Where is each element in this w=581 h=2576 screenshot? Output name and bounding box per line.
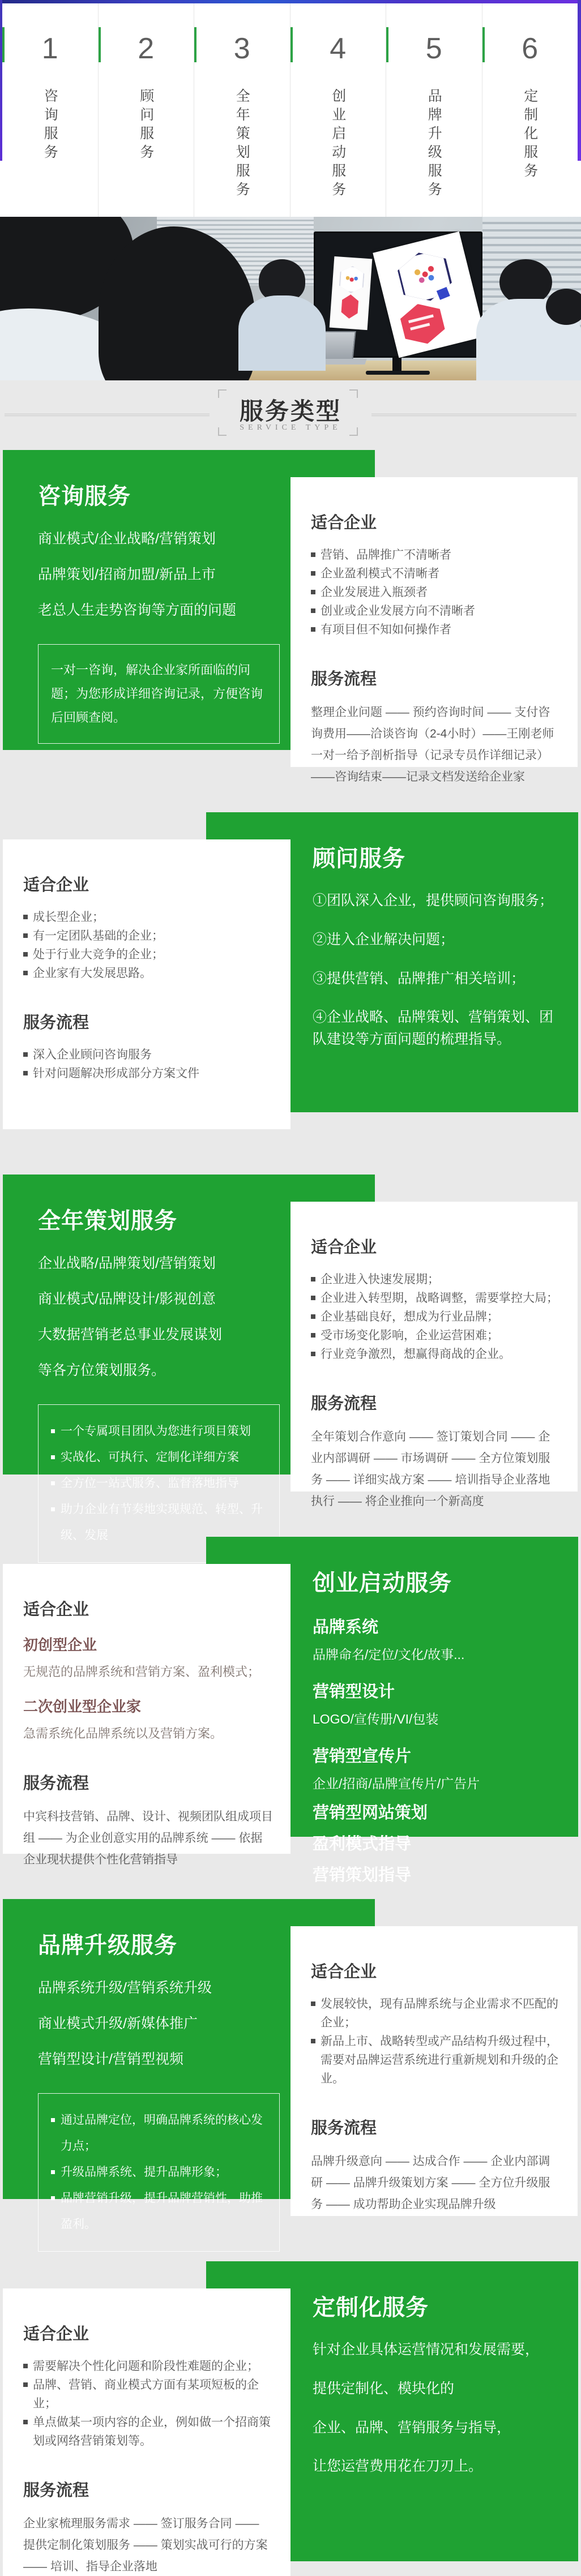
square-bullet-icon — [51, 1507, 55, 1511]
card-bullet-text: 品牌、营销、商业模式方面有某项短板的企业； — [33, 2378, 259, 2410]
square-bullet-icon — [311, 1352, 315, 1356]
header-right-border — [578, 0, 581, 161]
service-tab-2[interactable] — [99, 3, 195, 217]
card-bullet-item — [23, 927, 274, 945]
card-bullet-text: 单点做某一项内容的企业，例如做一个招商策划或网络营销策划等。 — [33, 2416, 271, 2448]
square-bullet-icon — [311, 608, 315, 613]
service-section-customized — [0, 2261, 581, 2576]
green-note-bullet — [51, 1445, 267, 1471]
white-card-content — [290, 1926, 578, 2215]
green-panel-line: 品牌策划/招商加盟/新品上市 — [38, 567, 216, 582]
service-tab-3[interactable] — [194, 3, 290, 217]
square-bullet-icon — [23, 971, 28, 975]
green-note-bullet-text: 全方位一站式服务、监督落地指导 — [61, 1477, 239, 1490]
card-bullet-item — [311, 583, 561, 602]
green-note-bullet — [51, 2107, 267, 2159]
card-heading: 服务流程 — [23, 2481, 89, 2500]
card-bullet-item — [311, 602, 561, 620]
card-bullet-text: 企业家有大发展思路。 — [33, 967, 152, 980]
white-card-brand-upgrade — [290, 1926, 578, 2216]
service-tab-number: 4 — [330, 32, 347, 65]
card-bullet-item — [23, 945, 274, 964]
service-tabs — [2, 3, 578, 217]
card-bullet-item — [23, 1064, 274, 1083]
card-heading: 适合企业 — [23, 876, 89, 894]
white-card-startup — [3, 1564, 290, 1866]
service-tab-4[interactable] — [290, 3, 387, 217]
photo-red-ribbon-large — [398, 299, 448, 349]
card-heading: 服务流程 — [23, 1014, 89, 1032]
card-bullet-list — [23, 1045, 274, 1083]
card-subheading: 初创型企业 — [23, 1636, 97, 1653]
card-bullet-text: 发展较快，现有品牌系统与企业需求不匹配的企业； — [321, 1998, 558, 2029]
green-note-bullet — [51, 1471, 267, 1497]
card-bullet-text: 深入企业顾问咨询服务 — [33, 1048, 152, 1061]
card-heading: 适合企业 — [311, 1963, 377, 1981]
green-panel-subheading: 营销型宣传片 — [313, 1747, 412, 1765]
card-bullet-item — [23, 2376, 274, 2413]
green-panel-subheading: 盈利模式指导 — [313, 1835, 412, 1853]
green-panel-title: 咨询服务 — [38, 484, 131, 509]
green-note-bullet-text: 一个专属项目团队为您进行项目策划 — [61, 1425, 251, 1438]
green-tick-icon — [99, 27, 101, 62]
card-flow-paragraph: 企业家梳理服务需求 —— 签订服务合同 —— 提供定制化策划服务 —— 策划实战可行的方案—— 培训、指导企业落地 — [23, 2517, 268, 2573]
square-bullet-icon — [23, 933, 28, 938]
service-tab-label: 创业启动服务 — [330, 88, 346, 200]
card-subtext: 无规范的品牌系统和营销方案、盈利模式； — [23, 1665, 260, 1679]
service-tab-6[interactable] — [482, 3, 578, 217]
green-panel-line: 商业模式/品牌设计/影视创意 — [38, 1291, 216, 1307]
green-panel-line: 商业模式升级/新媒体推广 — [38, 2016, 198, 2031]
service-tab-number: 5 — [425, 32, 442, 65]
square-bullet-icon — [311, 627, 315, 632]
card-heading: 适合企业 — [23, 2325, 89, 2343]
green-panel-line: ④企业战略、品牌策划、营销策划、团队建设等方面问题的梳理指导。 — [313, 1009, 554, 1047]
card-bullet-item — [311, 2032, 561, 2088]
white-card-content — [3, 1564, 290, 1871]
services-header — [0, 0, 581, 217]
square-bullet-icon — [23, 2420, 28, 2424]
green-panel-title: 品牌升级服务 — [38, 1933, 177, 1958]
card-bullet-text: 企业盈利模式不清晰者 — [321, 567, 439, 580]
service-tab-label: 咨询服务 — [42, 88, 58, 163]
card-bullet-item — [311, 564, 561, 583]
section-title-band — [0, 380, 581, 450]
card-bullet-list — [23, 908, 274, 983]
card-bullet-item — [311, 1289, 561, 1308]
square-bullet-icon — [51, 2196, 55, 2200]
card-bullet-item — [23, 908, 274, 927]
white-card-content — [3, 839, 290, 1083]
white-card-consulting — [290, 477, 578, 783]
green-note-bullet — [51, 2159, 267, 2185]
service-section-brand-upgrade — [0, 1899, 581, 2231]
square-bullet-icon — [23, 1052, 28, 1057]
photo-red-ribbon-small — [341, 294, 359, 320]
service-tab-label: 顾问服务 — [138, 88, 154, 163]
green-note-bullet-text: 通过品牌定位，明确品牌系统的核心发力点； — [61, 2114, 263, 2153]
card-flow-paragraph: 全年策划合作意向 —— 签订策划合同 —— 企业内部调研 —— 市场调研 —— 全方位策划服务 —— 详细实战方案 —— 培训指导企业落地执行 —— 将企业推向一个新高度 — [311, 1430, 550, 1508]
square-bullet-icon — [311, 571, 315, 576]
photo-tv-stand-foot — [366, 371, 430, 375]
green-note-box — [38, 2093, 280, 2252]
green-note-bullet-text: 品牌营销升级，提升品牌营销性，助推盈利。 — [61, 2192, 263, 2231]
card-heading: 适合企业 — [311, 514, 377, 532]
page-title: 服务类型 — [239, 398, 341, 425]
card-bullet-text: 有一定团队基础的企业； — [33, 929, 164, 942]
photo-person-4-head — [499, 259, 552, 305]
card-bullet-list — [311, 1270, 561, 1364]
service-section-consulting — [0, 450, 581, 783]
square-bullet-icon — [23, 1071, 28, 1075]
service-tab-number: 6 — [522, 32, 539, 65]
green-panel-line: 大数据营销老总事业发展谋划 — [38, 1327, 223, 1343]
green-panel-line: 等各方位策划服务。 — [38, 1362, 166, 1378]
card-bullet-item — [23, 2357, 274, 2376]
green-note-bullet-text: 助力企业有节奏地实现规范、转型、升级、发展 — [61, 1503, 263, 1542]
service-section-annual-planning — [0, 1175, 581, 1542]
green-tick-icon — [482, 27, 485, 62]
photo-hexagon-small — [339, 265, 365, 294]
card-bullet-text: 企业进入快速发展期； — [321, 1273, 439, 1286]
green-note-bullet-text: 实战化、可执行、定制化详细方案 — [61, 1451, 239, 1464]
green-panel-title: 全年策划服务 — [38, 1208, 177, 1233]
card-heading: 适合企业 — [311, 1238, 377, 1257]
green-note-bullet — [51, 1418, 267, 1445]
green-panel-line: 老总人生走势咨询等方面的问题 — [38, 602, 237, 618]
square-bullet-icon — [311, 1296, 315, 1300]
card-bullet-item — [311, 1308, 561, 1326]
square-bullet-icon — [51, 1455, 55, 1459]
service-tab-number: 1 — [41, 32, 58, 65]
green-panel-line: ①团队深入企业，提供顾问咨询服务； — [313, 893, 554, 908]
service-sections — [0, 450, 581, 2576]
card-bullet-text: 营销、品牌推广不清晰者 — [321, 548, 451, 562]
card-bullet-item — [23, 1045, 274, 1064]
green-panel-line: 品牌系统升级/营销系统升级 — [38, 1980, 212, 1996]
card-bullet-text: 企业发展进入瓶颈者 — [321, 586, 428, 599]
card-bullet-text: 有项目但不知如何操作者 — [321, 623, 451, 636]
card-bullet-item — [311, 546, 561, 564]
card-flow-paragraph: 中宾科技营销、品牌、设计、视频团队组成项目组 —— 为企业创意实用的品牌系统 —— 依据企业现状提供个性化营销指导 — [23, 1810, 273, 1866]
card-heading: 服务流程 — [311, 2119, 377, 2137]
card-bullet-item — [23, 964, 274, 983]
green-panel-line: 让您运营费用花在刀刃上。 — [313, 2458, 483, 2475]
service-section-advisor — [0, 812, 581, 1129]
green-panel-subline: LOGO/宣传册/VI/包装 — [313, 1712, 439, 1726]
card-subheading: 二次创业型企业家 — [23, 1698, 142, 1715]
green-panel-subheading: 营销型设计 — [313, 1683, 395, 1701]
service-tab-5[interactable] — [386, 3, 482, 217]
green-panel-subheading: 营销策划指导 — [313, 1866, 412, 1884]
green-tick-icon — [2, 27, 5, 62]
photo-person-5-head — [546, 289, 581, 325]
card-bullet-text: 行业竞争激烈，想赢得商战的企业。 — [321, 1348, 511, 1361]
card-bullet-item — [311, 1345, 561, 1364]
card-bullet-text: 创业或企业发展方向不清晰者 — [321, 605, 475, 618]
card-bullet-text: 受市场变化影响，企业运营困难； — [321, 1329, 499, 1342]
card-bullet-item — [311, 620, 561, 639]
green-panel-line: ③提供营销、品牌推广相关培训； — [313, 970, 526, 987]
square-bullet-icon — [51, 2170, 55, 2174]
square-bullet-icon — [311, 1314, 315, 1319]
service-tab-label: 品牌升级服务 — [426, 88, 442, 200]
square-bullet-icon — [23, 2382, 28, 2387]
service-section-startup — [0, 1537, 581, 1884]
green-panel-line: 企业、品牌、营销服务与指导， — [313, 2419, 511, 2436]
card-flow-paragraph: 整理企业问题 —— 预约咨询时间 —— 支付咨询费用——洽谈咨询（2-4小时）——王刚老师一对一给予剖析指导（记录专员作详细记录）——咨询结束——记录文档发送给企业家 — [311, 706, 554, 783]
green-panel-subheading: 品牌系统 — [313, 1618, 379, 1636]
white-card-advisor — [3, 839, 290, 1129]
meeting-photo — [0, 217, 581, 380]
green-note-bullet-text: 升级品牌系统、提升品牌形象； — [61, 2166, 227, 2179]
white-card-content — [290, 1202, 578, 1512]
square-bullet-icon — [311, 1277, 315, 1281]
white-card-customized — [3, 2288, 290, 2576]
green-panel-line: 营销型设计/营销型视频 — [38, 2051, 183, 2067]
white-card-content — [3, 2288, 290, 2576]
card-bullet-text: 针对问题解决形成部分方案文件 — [33, 1067, 199, 1080]
service-tab-number: 3 — [233, 32, 250, 65]
card-flow-paragraph: 品牌升级意向 —— 达成合作 —— 企业内部调研 —— 品牌升级策划方案 —— 全方位升级服务 —— 成功帮助企业实现品牌升级 — [311, 2155, 550, 2211]
green-panel-line: 针对企业具体运营情况和发展需要， — [313, 2342, 540, 2358]
square-bullet-icon — [23, 952, 28, 957]
service-tab-1[interactable] — [2, 3, 99, 217]
square-bullet-icon — [311, 590, 315, 594]
photo-slide-large — [373, 232, 486, 358]
card-bullet-text: 企业进入转型期，战略调整，需要掌控大局； — [321, 1292, 558, 1305]
white-card-content — [290, 477, 578, 788]
green-panel-title: 顾问服务 — [313, 846, 405, 871]
green-tick-icon — [290, 27, 293, 62]
square-bullet-icon — [311, 2001, 315, 2006]
service-tab-label: 定制化服务 — [522, 88, 538, 182]
card-bullet-item — [311, 1270, 561, 1289]
green-panel-line: 提供定制化、模块化的 — [313, 2380, 455, 2397]
white-card-annual-planning — [290, 1202, 578, 1508]
card-bullet-text: 需要解决个性化问题和阶段性难题的企业； — [33, 2360, 259, 2373]
card-subtext: 急需系统化品牌系统以及营销方案。 — [23, 1726, 223, 1741]
square-bullet-icon — [23, 2364, 28, 2368]
photo-person-3-shirt — [238, 295, 326, 371]
green-panel-title: 定制化服务 — [313, 2295, 429, 2320]
card-heading: 服务流程 — [311, 670, 377, 688]
green-panel-subline: 企业/招商/品牌宣传片/广告片 — [313, 1776, 480, 1791]
card-bullet-text: 新品上市、战略转型或产品结构升级过程中，需要对品牌运营系统进行重新规划和升级的企业。 — [321, 2035, 558, 2085]
square-bullet-icon — [51, 1429, 55, 1433]
green-panel-title: 创业启动服务 — [313, 1571, 452, 1596]
card-bullet-list — [311, 546, 561, 639]
green-note-box — [38, 644, 280, 744]
green-panel-line: ②进入企业解决问题； — [313, 931, 455, 948]
green-panel-line: 企业战略/品牌策划/营销策划 — [38, 1255, 216, 1271]
card-bullet-item — [311, 1326, 561, 1345]
square-bullet-icon — [311, 552, 315, 557]
card-heading: 适合企业 — [23, 1601, 89, 1619]
green-panel-subline: 品牌命名/定位/文化/故事... — [313, 1647, 465, 1662]
card-bullet-list — [311, 1995, 561, 2088]
card-heading: 服务流程 — [311, 1395, 377, 1413]
green-note-text: 一对一咨询，解决企业家所面临的问题；为您形成详细咨询记录，方便咨询后回顾查阅。 — [51, 663, 263, 725]
green-tick-icon — [194, 27, 196, 62]
service-tab-number: 2 — [138, 32, 155, 65]
square-bullet-icon — [51, 2118, 55, 2122]
square-bullet-icon — [311, 2039, 315, 2043]
page-subtitle: SERVICE TYPE — [240, 423, 341, 432]
card-bullet-text: 成长型企业； — [33, 911, 104, 924]
green-panel-subheading: 营销型网站策划 — [313, 1804, 428, 1822]
green-panel-line: 商业模式/企业战略/营销策划 — [38, 531, 216, 547]
card-bullet-item — [311, 1995, 561, 2032]
square-bullet-icon — [23, 915, 28, 919]
service-tab-label: 全年策划服务 — [234, 88, 250, 200]
card-heading: 服务流程 — [23, 1775, 89, 1793]
photo-tv-stand — [392, 358, 401, 372]
card-bullet-text: 处于行业大竞争的企业； — [33, 948, 164, 961]
square-bullet-icon — [311, 1333, 315, 1338]
card-bullet-list — [23, 2357, 274, 2450]
green-note-bullet — [51, 2185, 267, 2238]
card-bullet-text: 企业基础良好，想成为行业品牌； — [321, 1310, 499, 1323]
card-bullet-item — [23, 2413, 274, 2450]
photo-slide-small — [330, 256, 373, 330]
square-bullet-icon — [51, 1481, 55, 1485]
green-tick-icon — [386, 27, 388, 62]
